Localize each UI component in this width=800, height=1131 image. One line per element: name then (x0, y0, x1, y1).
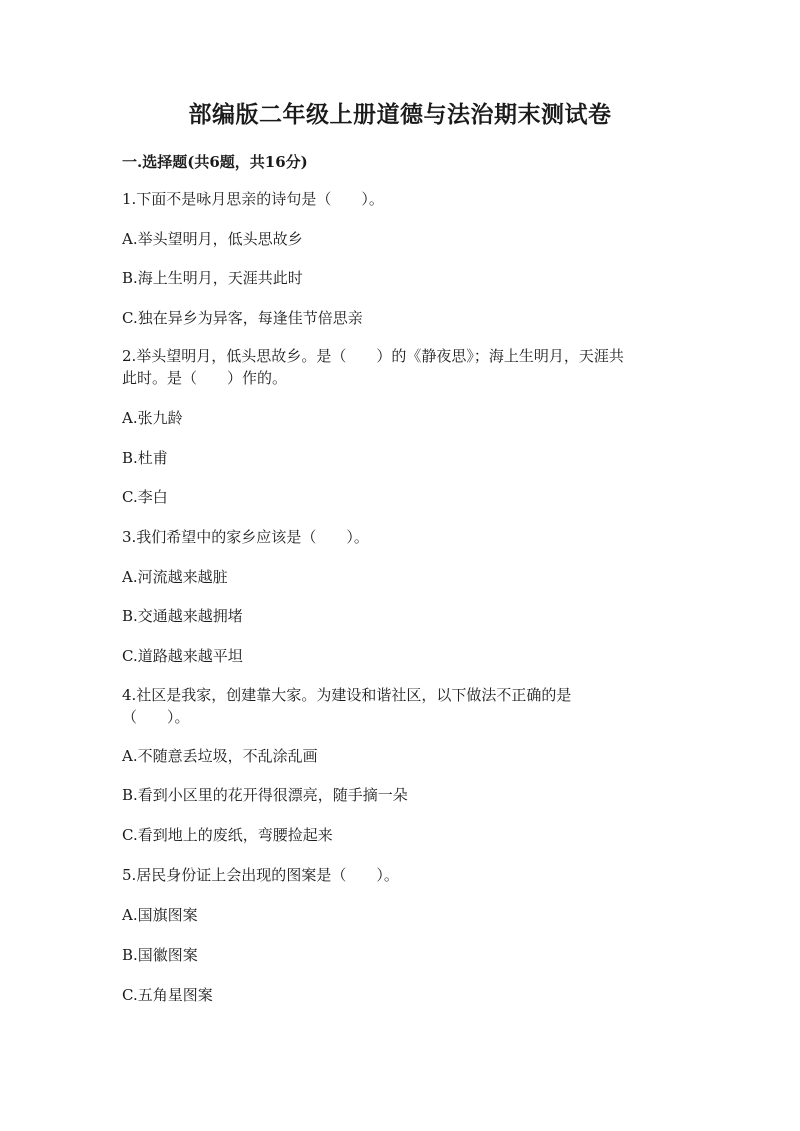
question-5-option-b: B.国徽图案 (122, 946, 198, 964)
question-1-option-a: A.举头望明月，低头思故乡 (122, 230, 303, 248)
question-3-option-c: C.道路越来越平坦 (122, 647, 243, 665)
question-4-option-c: C.看到地上的废纸，弯腰捡起来 (122, 826, 333, 844)
question-2-stem (122, 345, 688, 389)
question-4-option-b: B.看到小区里的花开得很漂亮，随手摘一朵 (122, 786, 408, 804)
question-1-stem: 1.下面不是咏月思亲的诗句是（ ）。 (122, 190, 384, 208)
question-2-option-a: A.张九龄 (122, 409, 183, 427)
question-3-stem: 3.我们希望中的家乡应该是（ ）。 (122, 528, 369, 546)
question-2-option-b: B.杜甫 (122, 449, 168, 467)
question-4-stem-line-2: （ ）。 (122, 708, 190, 726)
document-title: 部编版二年级上册道德与法治期末测试卷 (188, 101, 612, 128)
question-4-stem (122, 684, 688, 728)
question-2-stem-line-1: 2.举头望明月，低头思故乡。是（ ）的《静夜思》；海上生明月，天涯共 (122, 347, 624, 365)
question-4-stem-line-1: 4.社区是我家，创建靠大家。为建设和谐社区，以下做法不正确的是 (122, 686, 572, 704)
question-5-option-c: C.五角星图案 (122, 986, 213, 1004)
question-2-stem-line-2: 此时。是（ ）作的。 (122, 369, 288, 387)
question-5-option-a: A.国旗图案 (122, 906, 198, 924)
question-1-option-b: B.海上生明月，天涯共此时 (122, 269, 303, 287)
section-heading: 一.选择题(共6题，共16分) (122, 153, 308, 171)
question-4-option-a: A.不随意丢垃圾，不乱涂乱画 (122, 747, 318, 765)
question-2-option-c: C.李白 (122, 488, 168, 506)
question-5-stem: 5.居民身份证上会出现的图案是（ ）。 (122, 866, 399, 884)
question-3-option-a: A.河流越来越脏 (122, 568, 228, 586)
question-1-option-c: C.独在异乡为异客，每逢佳节倍思亲 (122, 309, 363, 327)
question-3-option-b: B.交通越来越拥堵 (122, 607, 243, 625)
